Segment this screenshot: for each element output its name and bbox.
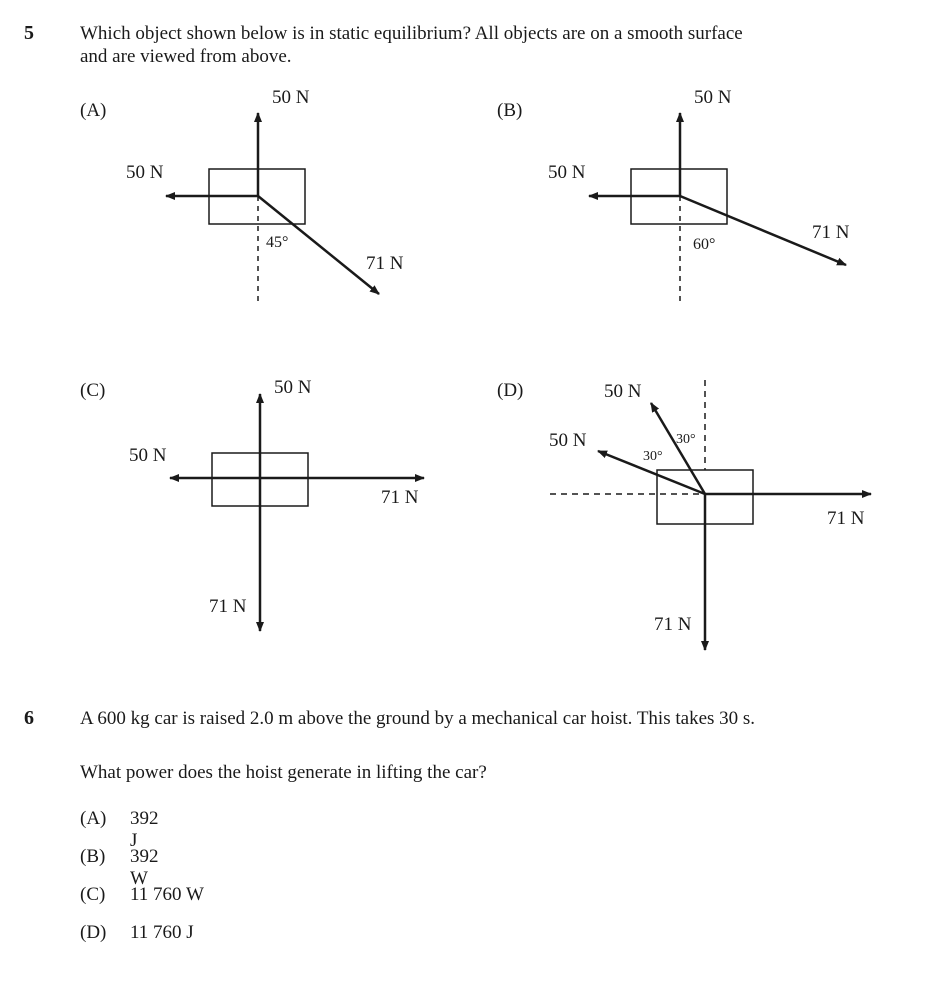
diagram-c-label: (C) [80, 380, 106, 401]
diagram-c-up-label: 50 N [274, 377, 312, 398]
diagram-a-label: (A) [80, 100, 107, 121]
q6-option-b[interactable] [80, 846, 159, 889]
diagram-b-diagonal-label: 71 N [812, 222, 850, 243]
diagram-c-down-label: 71 N [209, 596, 247, 617]
question-5-text-line1: Which object shown below is in static equilibrium? All objects are on a smooth surface [80, 23, 743, 44]
diagram-c [80, 377, 424, 631]
diagram-c-left-label: 50 N [129, 445, 167, 466]
diagram-d-right-label: 71 N [827, 508, 865, 529]
diagram-a-angle-label: 45° [266, 234, 289, 251]
diagram-b-up-label: 50 N [694, 87, 732, 108]
q6-option-a-letter: (A) [80, 808, 107, 829]
diagram-a-up-label: 50 N [272, 87, 310, 108]
diagram-a-left-label: 50 N [126, 162, 164, 183]
q6-option-d-value: 11 760 J [130, 922, 194, 943]
diagram-c-right-label: 71 N [381, 487, 419, 508]
q6-option-c-value: 11 760 W [130, 884, 204, 905]
diagram-a-diagonal-label: 71 N [366, 253, 404, 274]
q6-option-d[interactable] [80, 922, 194, 944]
diagram-a [80, 87, 404, 306]
diagram-d-left-label: 50 N [549, 430, 587, 451]
diagram-d-upleft-label: 50 N [604, 381, 642, 402]
q6-option-b-value: 392 W [130, 846, 159, 889]
q6-option-c-letter: (C) [80, 884, 106, 905]
q6-option-b-letter: (B) [80, 846, 106, 867]
diagram-d-label: (D) [497, 380, 524, 401]
question-5-text-line2: and are viewed from above. [80, 46, 292, 67]
question-6-text: A 600 kg car is raised 2.0 m above the ground by a mechanical car hoist. This takes 30 s. [80, 708, 756, 729]
q6-option-d-letter: (D) [80, 922, 107, 943]
diagram-b-label: (B) [497, 100, 523, 121]
question-6-prompt: What power does the hoist generate in lifting the car? [80, 762, 487, 783]
q6-option-c[interactable] [80, 884, 204, 906]
diagram-b-angle-label: 60° [693, 236, 716, 253]
diagram-d-angle2-label: 30° [643, 449, 663, 464]
q6-option-a[interactable] [80, 808, 159, 851]
question-6-number: 6 [24, 707, 34, 729]
diagram-d-angle1-label: 30° [676, 432, 696, 447]
question-5-number: 5 [24, 22, 34, 44]
diagram-d-down-label: 71 N [654, 614, 692, 635]
q6-option-a-value: 392 J [130, 808, 159, 851]
diagram-b [497, 87, 850, 306]
diagram-b-left-label: 50 N [548, 162, 586, 183]
diagram-d [497, 380, 871, 650]
